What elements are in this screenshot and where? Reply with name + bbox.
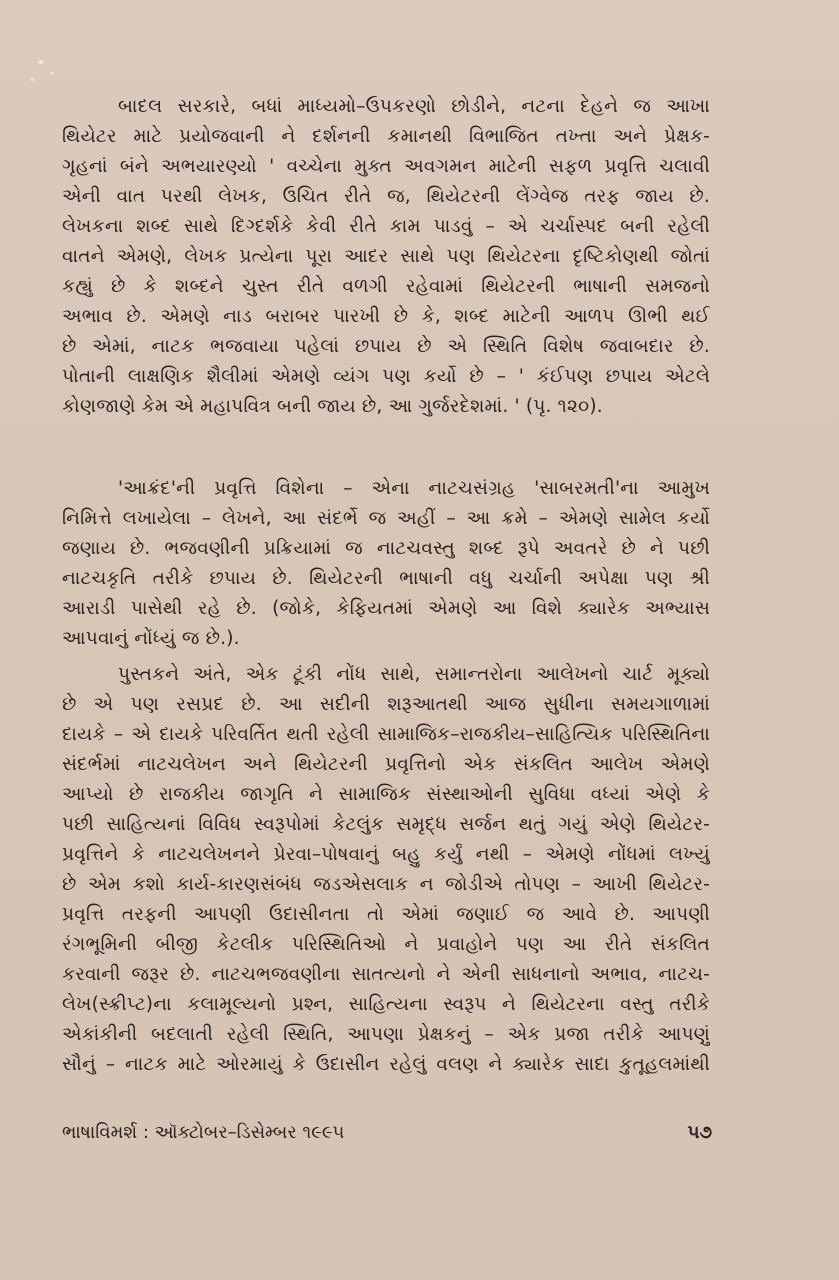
text-line: છે એમ કશો કાર્ય-કારણસંબંધ જડએસલાક ન જોડીએ તોપણ – આખી થિયેટર-	[62, 874, 710, 895]
text-line: સૌનું – નાટક માટે ઓરમાયું કે ઉદાસીન રહેલું વલણ ને ક્યારેક સાદા કુતૂહલમાંથી	[62, 1054, 710, 1075]
text-line: આપ્યો છે રાજકીય જાગૃતિ ને સામાજિક સંસ્થાઓની સુવિધા વધ્યાં એણે કે	[62, 784, 710, 805]
text-line: આરાડી પાસેથી રહે છે. (જોકે, કેફિયતમાં એમણે આ વિશે ક્યારેક અભ્યાસ	[62, 598, 710, 619]
text-line: કરવાની જરૂર છે. નાટચભજવણીના સાતત્યનો ને એની સાધનાનો અભાવ, નાટચ-	[62, 964, 710, 985]
text-line: નાટચકૃતિ તરીકે છપાય છે. થિયેટરની ભાષાની વધુ ચર્ચાની અપેક્ષા પણ શ્રી	[62, 568, 710, 589]
text-line: બાદલ સરકારે, બધાં માધ્યમો–ઉપકરણો છોડીને, નટના દેહને જ આખા	[118, 96, 710, 117]
paragraph-2	[62, 474, 710, 654]
text-line: રંગભૂમિની બીજી કેટલીક પરિસ્થિતિઓ ને પ્રવાહોને પણ આ રીતે સંકલિત	[62, 934, 710, 955]
text-line: પ્રવૃત્તિ તરફની આપણી ઉદાસીનતા તો એમાં જણાઈ જ આવે છે. આપણી	[62, 904, 710, 925]
text-line: અભાવ છે. એમણે નાડ બરાબર પારખી છે કે, શબ્દ માટેની આળપ ઊભી થઈ	[62, 306, 710, 327]
paper-speck	[38, 60, 44, 64]
text-line: દાયકે – એ દાયકે પરિવર્તિત થતી રહેલી સામાજિક–રાજકીય–સાહિત્યિક પરિસ્થિતિના	[62, 724, 710, 745]
text-line: આપવાનું નોંધ્યું જ છે.).	[62, 628, 240, 649]
text-line: લેખકના શબ્દ સાથે દિગ્દર્શકે કેવી રીતે કામ પાડવું – એ ચર્ચાસ્પદ બની રહેલી	[62, 216, 710, 237]
text-line: 'આક્રંદ'ની પ્રવૃત્તિ વિશેના – એના નાટચસંગ્રહ 'સાબરમતી'ના આમુખ	[118, 478, 710, 499]
text-line: એકાંકીની બદલાતી રહેલી સ્થિતિ, આપણા પ્રેક્ષકનું – એક પ્રજા તરીકે આપણું	[62, 1024, 710, 1045]
paragraph-3	[62, 660, 710, 1080]
text-line: છે એમાં, નાટક ભજવાયા પહેલાં છપાય છે એ સ્થિતિ વિશેષ જવાબદાર છે.	[62, 336, 710, 357]
text-line: ગૃહનાં બંને અભયારણ્યો ' વચ્ચેના મુક્ત અવગમન માટેની સફળ પ્રવૃત્તિ ચલાવી	[62, 156, 710, 177]
paper-speck	[50, 72, 54, 75]
text-line: પોતાની લાક્ષણિક શૈલીમાં એમણે વ્યંગ પણ કર્યો છે – ' કંઈપણ છપાય એટલે	[62, 366, 710, 387]
text-line: જણાય છે. ભજવણીની પ્રક્રિયામાં જ નાટચવસ્તુ શબ્દ રૂપે અવતરે છે ને પછી	[62, 538, 710, 559]
text-line: પ્રવૃત્તિને કે નાટચલેખનને પ્રેરવા–પોષવાનું બહુ કર્યું નથી – એમણે નોંધમાં લખ્યું	[62, 844, 710, 865]
text-line: વાતને એમણે, લેખક પ્રત્યેના પૂરા આદર સાથે પણ થિયેટરના દૃષ્ટિકોણથી જોતાં	[62, 246, 710, 267]
page-footer	[62, 1122, 712, 1152]
text-line: એની વાત પરથી લેખક, ઉચિત રીતે જ, થિયેટરની લેંગ્વેજ તરફ જાય છે.	[62, 186, 710, 207]
text-line: લેખ(સ્ક્રીપ્ટ)ના કલામૂલ્યનો પ્રશ્ન, સાહિત્યના સ્વરૂપ ને થિયેટરના વસ્તુ તરીકે	[62, 994, 710, 1015]
text-line: કહ્યું છે કે શબ્દને ચુસ્ત રીતે વળગી રહેવામાં થિયેટરની ભાષાની સમજનો	[62, 276, 710, 297]
page-number: ૫૭	[687, 1122, 712, 1143]
paper-speck	[30, 78, 35, 81]
text-line: છે એ પણ રસપ્રદ છે. આ સદીની શરૂઆતથી આજ સુધીના સમયગાળામાં	[62, 694, 710, 715]
text-line: થિયેટર માટે પ્રયોજવાની ને દર્શનની કમાનથી વિભાજિત તખ્તા અને પ્રેક્ષક-	[62, 126, 710, 147]
paragraph-1	[62, 92, 710, 422]
text-line: સંદર્ભમાં નાટચલેખન અને થિયેટરની પ્રવૃત્તિનો એક સંકલિત આલેખ એમણે	[62, 754, 710, 775]
text-line: કોણજાણે કેમ એ મહાપવિત્ર બની જાય છે, આ ગુર્જરદેશમાં. ' (પૃ. ૧૨૦).	[62, 396, 603, 417]
text-line: પછી સાહિત્યનાં વિવિધ સ્વરૂપોમાં કેટલુંક સમૃદ્ધ સર્જન થતું ગયું એણે થિયેટર-	[62, 814, 710, 835]
text-line: પુસ્તકને અંતે, એક ટૂંકી નોંધ સાથે, સમાન્તરોના આલેખનો ચાર્ટ મૂક્યો	[118, 664, 710, 685]
journal-issue: ભાષાવિમર્શ : ઑક્ટોબર–ડિસેમ્બર ૧૯૯૫	[62, 1122, 345, 1143]
text-line: નિમિત્તે લખાયેલા – લેખને, આ સંદર્ભે જ અહીં – આ ક્રમે – એમણે સામેલ કર્યો	[62, 508, 710, 529]
